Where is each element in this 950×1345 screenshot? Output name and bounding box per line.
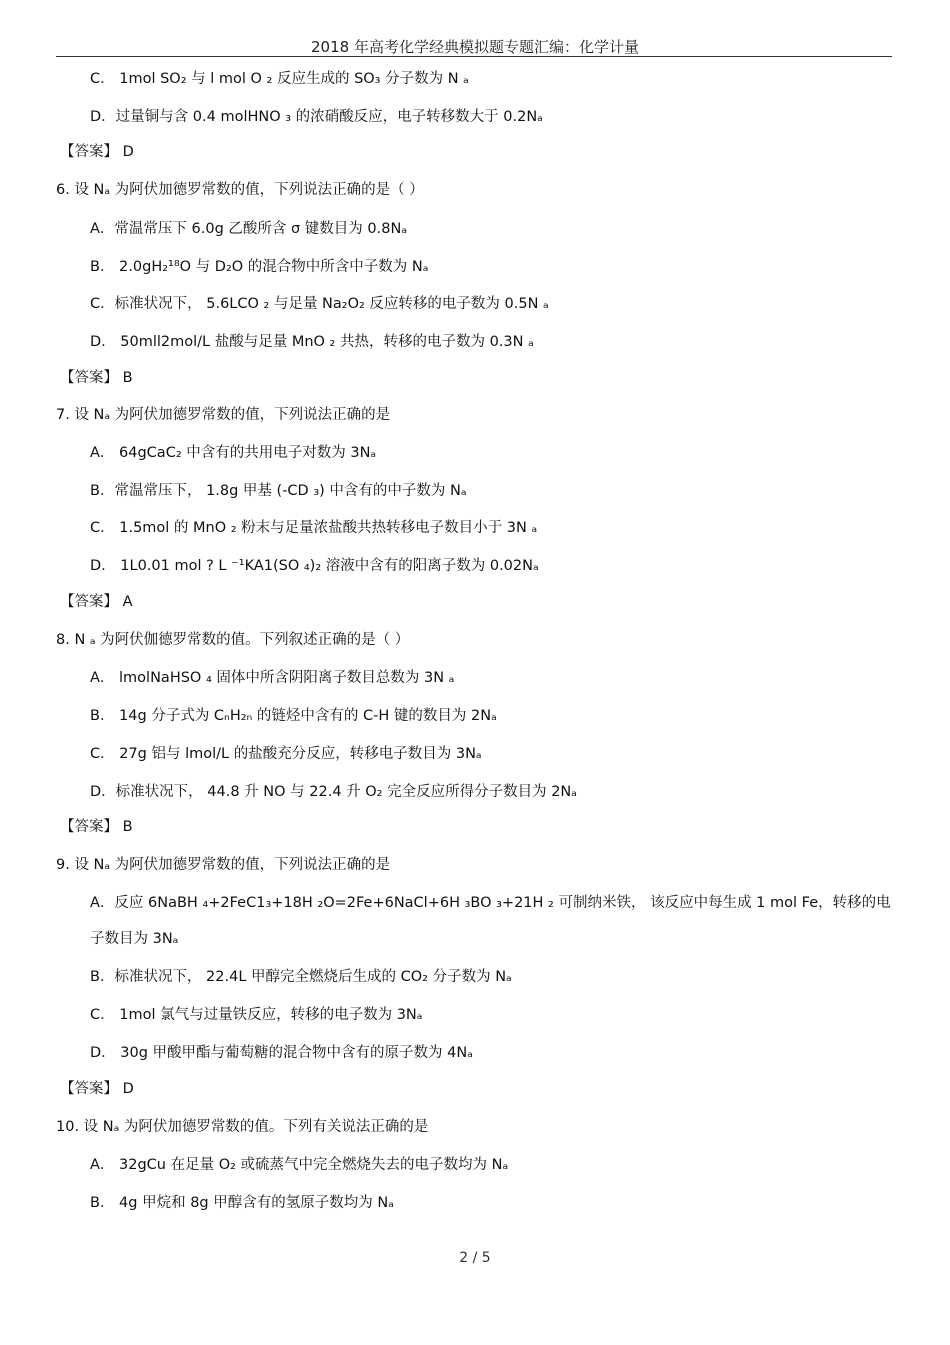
q9-option-b: B．标准状况下， 22.4L 甲醇完全燃烧后生成的 CO₂ 分子数为 Nₐ — [90, 969, 512, 985]
q10-option-a: A． 32gCu 在足量 O₂ 或硫蒸气中完全燃烧失去的电子数均为 Nₐ — [90, 1157, 509, 1173]
page-number: 2 / 5 — [459, 1250, 491, 1266]
q7-answer: 【答案】 A — [60, 594, 133, 610]
header-divider — [56, 56, 892, 57]
q6-answer: 【答案】 B — [60, 370, 133, 386]
q8-option-d: D．标准状况下， 44.8 升 NO 与 22.4 升 O₂ 完全反应所得分子数目为 2Nₐ — [90, 784, 577, 800]
q7-stem: 7. 设 Nₐ 为阿伏加德罗常数的值，下列说法正确的是 — [56, 407, 391, 423]
q10-stem: 10. 设 Nₐ 为阿伏加德罗常数的值。下列有关说法正确的是 — [56, 1119, 429, 1135]
q8-option-b: B． 14g 分子式为 CₙH₂ₙ 的链烃中含有的 C-H 键的数目为 2Nₐ — [90, 708, 497, 724]
q5-option-c: C． 1mol SO₂ 与 l mol O ₂ 反应生成的 SO₃ 分子数为 N ₐ — [90, 71, 469, 87]
q7-option-d: D． 1L0.01 mol ? L ⁻¹KA1(SO ₄)₂ 溶液中含有的阳离子数为 0.02Nₐ — [90, 558, 539, 574]
q6-option-c: C．标准状况下， 5.6LCO ₂ 与足量 Na₂O₂ 反应转移的电子数为 0.5N ₐ — [90, 296, 549, 312]
q9-option-a: A．反应 6NaBH ₄+2FeC1₃+18H ₂O=2Fe+6NaCl+6H ₃BO ₃+21H ₂ 可制纳米铁， 该反应中每生成 1 mol Fe，转移的电 — [90, 895, 891, 911]
q5-answer: 【答案】 D — [60, 144, 134, 160]
q6-option-a: A．常温常压下 6.0g 乙酸所含 σ 键数目为 0.8Nₐ — [90, 221, 408, 237]
q10-option-b: B． 4g 甲烷和 8g 甲醇含有的氢原子数均为 Nₐ — [90, 1195, 394, 1211]
q9-option-c: C． 1mol 氯气与过量铁反应，转移的电子数为 3Nₐ — [90, 1007, 423, 1023]
q8-option-c: C． 27g 铝与 lmol/L 的盐酸充分反应，转移电子数目为 3Nₐ — [90, 746, 482, 762]
q7-option-c: C． 1.5mol 的 MnO ₂ 粉末与足量浓盐酸共热转移电子数目小于 3N ₐ — [90, 520, 538, 536]
q8-option-a: A． lmolNaHSO ₄ 固体中所含阴阳离子数目总数为 3N ₐ — [90, 670, 455, 686]
q7-option-a: A． 64gCaC₂ 中含有的共用电子对数为 3Nₐ — [90, 445, 377, 461]
q8-answer: 【答案】 B — [60, 819, 133, 835]
q6-stem: 6. 设 Nₐ 为阿伏加德罗常数的值，下列说法正确的是（ ） — [56, 182, 424, 198]
q9-stem: 9. 设 Nₐ 为阿伏加德罗常数的值，下列说法正确的是 — [56, 857, 391, 873]
page-header: 2018 年高考化学经典模拟题专题汇编：化学计量 — [311, 38, 639, 56]
q7-option-b: B．常温常压下， 1.8g 甲基 (-CD ₃) 中含有的中子数为 Nₐ — [90, 483, 467, 499]
q8-stem: 8. N ₐ 为阿伏伽德罗常数的值。下列叙述正确的是（ ） — [56, 632, 410, 648]
q9-option-a-cont: 子数目为 3Nₐ — [90, 931, 179, 947]
q6-option-d: D． 50mll2mol/L 盐酸与足量 MnO ₂ 共热，转移的电子数为 0.3N ₐ — [90, 334, 534, 350]
q5-option-d: D．过量铜与含 0.4 molHNO ₃ 的浓硝酸反应，电子转移数大于 0.2Nₐ — [90, 109, 543, 125]
q9-answer: 【答案】 D — [60, 1081, 134, 1097]
q9-option-d: D． 30g 甲酸甲酯与葡萄糖的混合物中含有的原子数为 4Nₐ — [90, 1045, 473, 1061]
q6-option-b: B． 2.0gH₂¹⁸O 与 D₂O 的混合物中所含中子数为 Nₐ — [90, 259, 429, 275]
